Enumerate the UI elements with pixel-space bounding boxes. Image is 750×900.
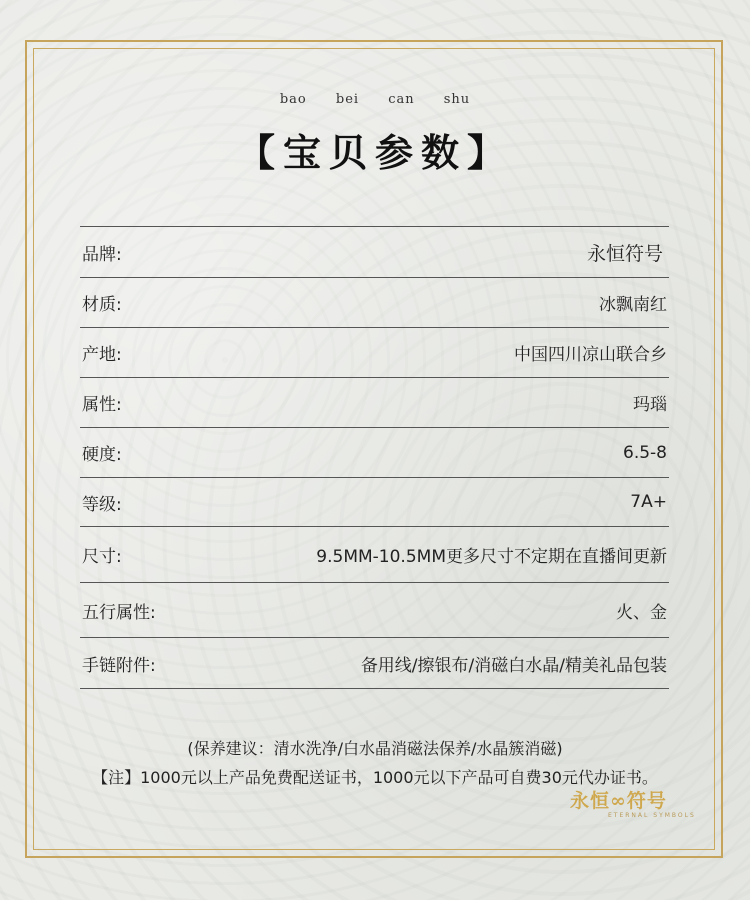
certificate-notice: 【注】1000元以上产品免费配送证书，1000元以下产品可自费30元代办证书。 xyxy=(92,768,658,787)
brand-logo xyxy=(570,786,730,826)
table-row xyxy=(80,327,669,377)
param-value: 中国四川凉山联合乡 xyxy=(514,345,667,365)
table-row xyxy=(80,637,669,689)
param-value: 7A+ xyxy=(630,492,667,512)
table-row xyxy=(80,377,669,427)
param-label: 等级: xyxy=(82,494,122,515)
care-note: (保养建议：清水洗净/白水晶消磁法保养/水晶簇消磁) xyxy=(187,739,563,758)
params-table xyxy=(80,226,669,689)
pinyin-syllable: can xyxy=(388,92,415,107)
table-row xyxy=(80,477,669,526)
param-value: 冰飘南红 xyxy=(599,295,667,315)
title-pinyin xyxy=(0,92,750,107)
param-label: 五行属性: xyxy=(82,602,156,623)
param-label: 产地: xyxy=(82,345,122,365)
page-title: 【宝贝参数】 xyxy=(236,130,513,175)
param-label: 属性: xyxy=(82,395,122,415)
param-value: 备用线/擦银布/消磁白水晶/精美礼品包装 xyxy=(360,655,667,676)
param-label: 手链附件: xyxy=(82,655,156,676)
table-row xyxy=(80,526,669,582)
param-value: 火、金 xyxy=(616,602,667,623)
pinyin-syllable: shu xyxy=(443,92,471,107)
param-value: 玛瑙 xyxy=(633,395,667,415)
table-row xyxy=(80,226,669,277)
param-value: 永恒符号 xyxy=(586,242,663,265)
param-value: 9.5MM-10.5MM更多尺寸不定期在直播间更新 xyxy=(316,547,667,567)
table-row xyxy=(80,427,669,477)
param-label: 品牌: xyxy=(82,244,122,265)
logo-subtitle: ETERNAL SYMBOLS xyxy=(608,812,696,819)
param-label: 材质: xyxy=(82,295,122,315)
param-label: 尺寸: xyxy=(82,547,122,567)
pinyin-syllable: bao xyxy=(279,92,307,107)
pinyin-syllable: bei xyxy=(335,92,360,107)
table-row xyxy=(80,277,669,327)
logo-wordmark: 永恒∞符号 xyxy=(570,790,667,812)
param-value: 6.5-8 xyxy=(623,442,667,463)
param-label: 硬度: xyxy=(82,445,122,465)
table-row xyxy=(80,582,669,637)
